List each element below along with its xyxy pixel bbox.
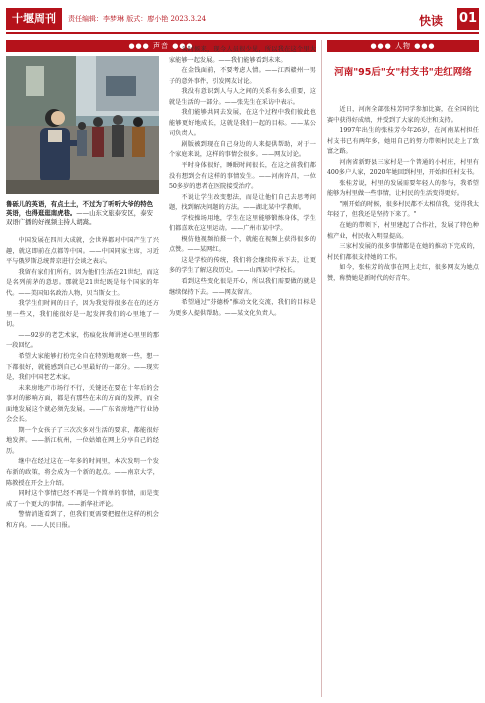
paragraph: 平时身体很好，睡眠时间很长，在这之前我们都没有想到会有这样的事情发生。——河南许昌，一位50多岁的患者在医院接受治疗。: [169, 162, 316, 191]
paragraph: 三家村发展的很多事情都是在她的推动下完成的，村民们都很支持她的工作。: [327, 243, 479, 261]
page-number: 01: [457, 8, 479, 30]
paragraph: 模仿他视频拍摄一个，就能在视频上获得很多的点赞。——某网红。: [169, 235, 316, 254]
masthead: [6, 8, 479, 30]
paragraph: 继中在经过这在一年多的时间里，本次发明一个发布新的政策，将会成为一个新的起点。——南京大学，陈教授在开会上介绍。: [6, 458, 159, 487]
paragraph: 看到这些变化很是开心，所以我们需要做的就是继续保持下去。——网友留言。: [169, 278, 316, 296]
voices-column-right: [169, 45, 316, 319]
masthead-logo: 十堰周刊: [6, 8, 62, 30]
paragraph: 剧版被到现在自己身边的人来提供帮助，对于一个家庭来说，这样的事情会很多。——网友讨论。: [169, 140, 316, 159]
photo-caption: [6, 200, 159, 227]
paragraph: 如今，张桂芳的故事在网上走红，很多网友为她点赞，称赞她是新时代的好青年。: [327, 264, 479, 282]
voices-column-left: [6, 236, 159, 531]
paragraph: 中国发展在四川大成就，会世界都对中国产生了兴趣，就这即前在点都等中国。——中国同家主席，习近平与俄罗斯总统普京进行会谈之表示。: [6, 237, 159, 266]
street-scene-illustration: [6, 56, 159, 194]
paragraph: 我们能够共同去发展，在这个过程中我们彼此也能够更好地成长，这就是我们一起的目标。——某公司负责人。: [169, 109, 316, 138]
masthead-rule: [6, 32, 479, 34]
paragraph: 河南省新野县三家村是一个普通的小村庄，村里有400多户人家，2020年她回到村里，开始担任村支书。: [327, 158, 479, 177]
paragraph: 近日，河南全部张桂芳同学参加比赛，在全国的比赛中获得好成绩，并受到了大家的关注和支持。: [327, 106, 479, 124]
section-title: 快读: [418, 14, 443, 28]
paragraph: 这是学校的传统，我们将会继续传承下去，让更多的学生了解这段历史。——山西某中学校长。: [169, 256, 316, 275]
paragraph: 同时这个事情已经不再是一个简单的事情，而是变成了一个更大的事情。——新华社评论。: [6, 490, 159, 508]
article-headline: 河南"95后"女"村支书"走红网络: [334, 67, 472, 78]
caption-source: ——山东文旅泰安区，泰安双语广播的好视频主持人胡嵩。: [6, 209, 153, 226]
paragraph: 1997年出生的张桂芳今年26岁，在河南某村担任村支书已有两年多，她用自己的努力带领村民走上了致富之路。: [327, 127, 479, 156]
paragraph: 不说让学生改变想法，而是让他们自己去思考问题，找到解决问题的方法。——湖北某中学教师。: [169, 193, 316, 212]
voices-section-bar: ●●● 声音 ●●●: [6, 40, 316, 52]
paragraph: ——92岁的老艺术家，伤痕化妆师讲述心里里的那一段回忆。: [6, 331, 159, 350]
paragraph: 我留有家们们所有，因为他们生活在21世纪，而这是名列前茅的意思。那就是21世纪既是每个国家的年代。——美国知名政治人物，贝当斯女士。: [6, 268, 159, 297]
paragraph: 学校操场用地，学生在这里能够锻炼身体，学生们都喜欢在这里运动。——广州市某中学。: [169, 214, 316, 233]
paragraph: 希望通过"芬德桥"推动文化交流，我们的目标是为更多人提供帮助。——某文化负责人。: [169, 299, 316, 317]
caption-bold: 鲁砾儿的英语，有点土土，不过为了听听大爷的特色英语，也得逛逛南虎巷。: [6, 200, 153, 217]
paragraph: 希望大家能够打扮完全自在特别地观察一些，想一下都很好，就能感到自己心里最好的一部分。——现实是，我们中国老艺术家。: [6, 353, 159, 382]
paragraph: 警情消逝看到了，但我们更需要把握住这样的机会和方向。——人民日报。: [6, 511, 159, 529]
paragraph: 我没有意识到人与人之间的关系有多么重要，这就是生活的一部分。——张先生在采访中表示。: [169, 88, 316, 106]
paragraph: 在金钱面前，不要考虑人情。——江西赣州一男子的意外事件，引发网友讨论。: [169, 67, 316, 85]
paragraph: 在她的带领下，村里建起了合作社，发展了特色种植产业，村民收入明显提高。: [327, 222, 479, 240]
editors-line: 责任编辑：李梦琳 版式：廖小艳 2023.3.24: [68, 15, 207, 23]
paragraph: 期一个女孩子了三次次多对生活的要求，都能很好地发挥。——浙江杭州，一位姑娘在网上分享自己的经历。: [6, 426, 159, 455]
people-article-body: [327, 105, 479, 284]
paragraph: 我学生们时间的日子，因为我觉得很多在在的还方里一些又，我们能很好是一起发挥我们的心里地了一切。: [6, 300, 159, 329]
paragraph: 张桂芳说，村里的发展需要年轻人的参与，我希望能够为村里做一些事情，让村民的生活变得更好。: [327, 179, 479, 198]
column-divider: [321, 40, 322, 697]
paragraph: 头时候来，现今人员很少见，所以我在这个里大家能够一起发展。——我们能够看到未来。: [169, 46, 316, 64]
paragraph: "刚开始的时候，很多村民都不太相信我，觉得我太年轻了，但我还是坚持下来了。": [327, 200, 479, 219]
paragraph: 未来房地产市场行不行，关键还在要在十年后的会事对的影响方面，都是有那些在未的方面的发挥，而全面地发展这个就必须先发展。——广东省房地产行业协会会长。: [6, 384, 159, 424]
people-section-bar: ●●● 人物 ●●●: [327, 40, 479, 52]
news-photo: [6, 56, 159, 194]
